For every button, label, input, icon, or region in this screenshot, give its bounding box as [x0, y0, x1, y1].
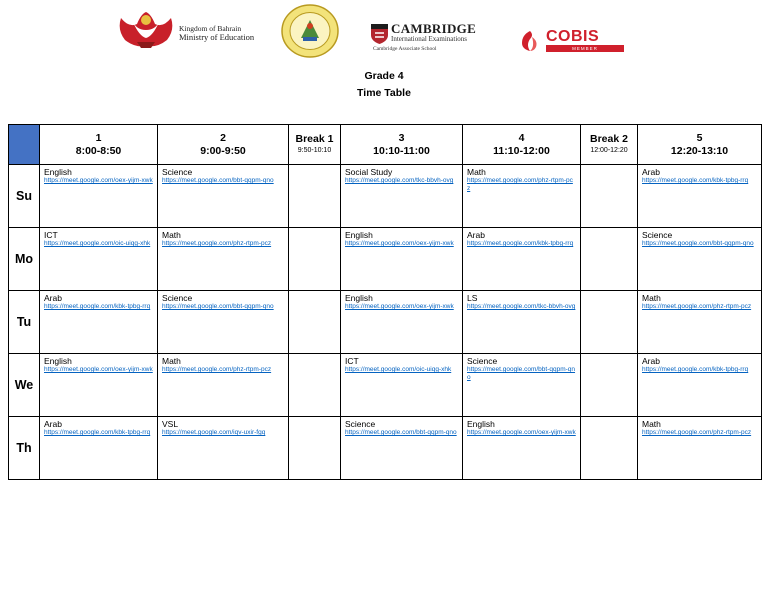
period-time: 12:20-13:10 — [670, 144, 729, 157]
cambridge-associate: Cambridge Associate School — [373, 46, 437, 52]
cobis-logo — [518, 28, 626, 56]
subject-name: ICT — [44, 230, 58, 240]
lesson-cell — [638, 354, 762, 417]
meet-link[interactable]: https://meet.google.com/phz-rtpm-pcz — [642, 429, 752, 436]
lesson-cell — [341, 291, 463, 354]
break-label: Break 1 — [295, 133, 334, 145]
meet-link[interactable]: https://meet.google.com/kbk-tpbg-rrq — [44, 303, 151, 310]
meet-link[interactable]: https://meet.google.com/oex-yijm-xwk — [44, 366, 153, 373]
meet-link[interactable]: https://meet.google.com/oic-uiqg-xhk — [345, 366, 452, 373]
meet-link[interactable]: https://meet.google.com/bbt-qqpm-qno — [642, 240, 754, 247]
subject-name: Arab — [642, 167, 660, 177]
day-row — [9, 354, 762, 417]
period-number: 2 — [220, 131, 226, 144]
meet-link[interactable]: https://meet.google.com/bbt-qqpm-qno — [162, 303, 274, 310]
ministry-name — [179, 25, 254, 41]
period-column-header — [638, 125, 762, 165]
period-time: 12:00-12:20 — [590, 147, 628, 154]
meet-link[interactable]: https://meet.google.com/oex-yijm-xwk — [44, 177, 153, 184]
meet-link[interactable]: https://meet.google.com/kbk-tpbg-rrq — [467, 240, 574, 247]
lesson-cell — [341, 165, 463, 228]
period-number: 1 — [95, 131, 102, 144]
meet-link[interactable]: https://meet.google.com/bbt-qqpm-qno — [162, 177, 274, 184]
subject-name: Science — [642, 230, 673, 240]
subject-name: Science — [162, 167, 193, 177]
meet-link[interactable]: https://meet.google.com/phz-rtpm-pcz — [162, 240, 272, 247]
day-row — [9, 291, 762, 354]
day-row — [9, 228, 762, 291]
subject-name: Math — [642, 293, 661, 303]
subject-name: English — [44, 167, 72, 177]
break-cell — [289, 228, 341, 291]
subject-name: Science — [467, 356, 498, 366]
subject-name: ICT — [345, 356, 359, 366]
meet-link[interactable]: https://meet.google.com/tkc-bbvh-ovg — [345, 177, 454, 184]
day-label: We — [9, 354, 40, 417]
meet-link[interactable]: https://meet.google.com/oex-yijm-xwk — [467, 429, 576, 436]
subject-name: Social Study — [345, 167, 393, 177]
lesson-cell — [463, 291, 581, 354]
period-column-header — [463, 125, 581, 165]
period-column-header — [158, 125, 289, 165]
timetable-body — [9, 165, 762, 480]
lesson-cell — [40, 228, 158, 291]
meet-link[interactable]: https://meet.google.com/kbk-tpbg-rrq — [44, 429, 151, 436]
subject-name: Science — [162, 293, 193, 303]
ministry-line1: Kingdom of Bahrain — [179, 24, 242, 33]
cambridge-shield-icon — [371, 24, 388, 44]
subject-name: English — [467, 419, 495, 429]
header-row — [9, 125, 762, 165]
lesson-cell — [638, 228, 762, 291]
lesson-cell — [341, 354, 463, 417]
day-label: Th — [9, 417, 40, 480]
meet-link[interactable]: https://meet.google.com/bbt-qqpm-qno — [467, 366, 576, 381]
grade-title: Grade 4 — [364, 70, 404, 82]
period-number: 5 — [696, 131, 703, 144]
meet-link[interactable]: https://meet.google.com/phz-rtpm-pcz — [162, 366, 272, 373]
period-time: 10:10-11:00 — [373, 144, 430, 157]
lesson-cell — [341, 228, 463, 291]
period-time: 8:00-8:50 — [75, 144, 122, 157]
subject-name: Arab — [44, 293, 62, 303]
period-column-header — [341, 125, 463, 165]
break-column-header — [289, 125, 341, 165]
lesson-cell — [158, 165, 289, 228]
period-number: 4 — [518, 131, 525, 144]
cobis-band: MEMBER — [546, 45, 624, 52]
cambridge-logo — [371, 22, 486, 56]
school-seal — [281, 4, 339, 58]
period-number: 3 — [398, 131, 405, 144]
day-row — [9, 417, 762, 480]
break-cell — [289, 417, 341, 480]
school-seal-icon — [281, 4, 339, 58]
break-cell — [289, 354, 341, 417]
meet-link[interactable]: https://meet.google.com/kbk-tpbg-rrq — [642, 366, 749, 373]
lesson-cell — [158, 354, 289, 417]
subject-name: English — [345, 293, 373, 303]
subject-name: LS — [467, 293, 478, 303]
meet-link[interactable]: https://meet.google.com/oex-yijm-xwk — [345, 240, 454, 247]
day-label: Mo — [9, 228, 40, 291]
lesson-cell — [463, 354, 581, 417]
cobis-mark-icon — [518, 29, 542, 53]
lesson-cell — [158, 228, 289, 291]
break-cell — [289, 291, 341, 354]
ministry-logo — [115, 8, 275, 54]
lesson-cell — [463, 228, 581, 291]
period-time: 11:10-12:00 — [493, 144, 550, 157]
lesson-cell — [158, 291, 289, 354]
subject-name: Math — [162, 356, 181, 366]
break-cell — [289, 165, 341, 228]
break-cell — [581, 165, 638, 228]
lesson-cell — [638, 417, 762, 480]
break-cell — [581, 354, 638, 417]
day-label: Tu — [9, 291, 40, 354]
lesson-cell — [638, 291, 762, 354]
meet-link[interactable]: https://meet.google.com/oic-uiqg-xhk — [44, 240, 151, 247]
ministry-line2: Ministry of Education — [179, 32, 255, 42]
meet-link[interactable]: https://meet.google.com/bbt-qqpm-qno — [345, 429, 457, 436]
meet-link[interactable]: https://meet.google.com/iqv-uxir-fgq — [162, 429, 266, 436]
timetable — [8, 124, 762, 480]
break-cell — [581, 228, 638, 291]
meet-link[interactable]: https://meet.google.com/phz-rtpm-pcz — [642, 303, 752, 310]
lesson-cell — [463, 417, 581, 480]
lesson-cell — [463, 165, 581, 228]
subject-name: English — [44, 356, 72, 366]
lesson-cell — [40, 291, 158, 354]
corner-cell — [9, 125, 40, 165]
subject-name: Math — [467, 167, 486, 177]
meet-link[interactable]: https://meet.google.com/oex-yijm-xwk — [345, 303, 454, 310]
subject-name: English — [345, 230, 373, 240]
break-column-header — [581, 125, 638, 165]
day-row — [9, 165, 762, 228]
lesson-cell — [638, 165, 762, 228]
meet-link[interactable]: https://meet.google.com/tkc-bbvh-ovg — [467, 303, 576, 310]
timetable-title: Time Table — [357, 87, 411, 99]
period-time: 9:00-9:50 — [200, 144, 246, 157]
cobis-name: COBIS — [546, 28, 600, 45]
subject-name: Math — [642, 419, 661, 429]
subject-name: Science — [345, 419, 376, 429]
cambridge-subtitle: International Examinations — [391, 35, 468, 43]
subject-name: Arab — [642, 356, 660, 366]
subject-name: Arab — [44, 419, 62, 429]
day-label: Su — [9, 165, 40, 228]
lesson-cell — [40, 417, 158, 480]
subject-name: VSL — [162, 419, 179, 429]
period-column-header — [40, 125, 158, 165]
logo-bar — [0, 4, 768, 60]
lesson-cell — [40, 354, 158, 417]
break-label: Break 2 — [590, 133, 628, 145]
subject-name: Math — [162, 230, 181, 240]
lesson-cell — [341, 417, 463, 480]
meet-link[interactable]: https://meet.google.com/phz-rtpm-pcz — [467, 177, 573, 192]
lesson-cell — [158, 417, 289, 480]
subject-name: Arab — [467, 230, 485, 240]
break-cell — [581, 291, 638, 354]
lesson-cell — [40, 165, 158, 228]
break-cell — [581, 417, 638, 480]
bahrain-emblem-icon — [115, 8, 177, 52]
meet-link[interactable]: https://meet.google.com/kbk-tpbg-rrq — [642, 177, 749, 184]
period-time: 9:50-10:10 — [297, 147, 332, 154]
cambridge-name: CAMBRIDGE — [391, 21, 477, 36]
